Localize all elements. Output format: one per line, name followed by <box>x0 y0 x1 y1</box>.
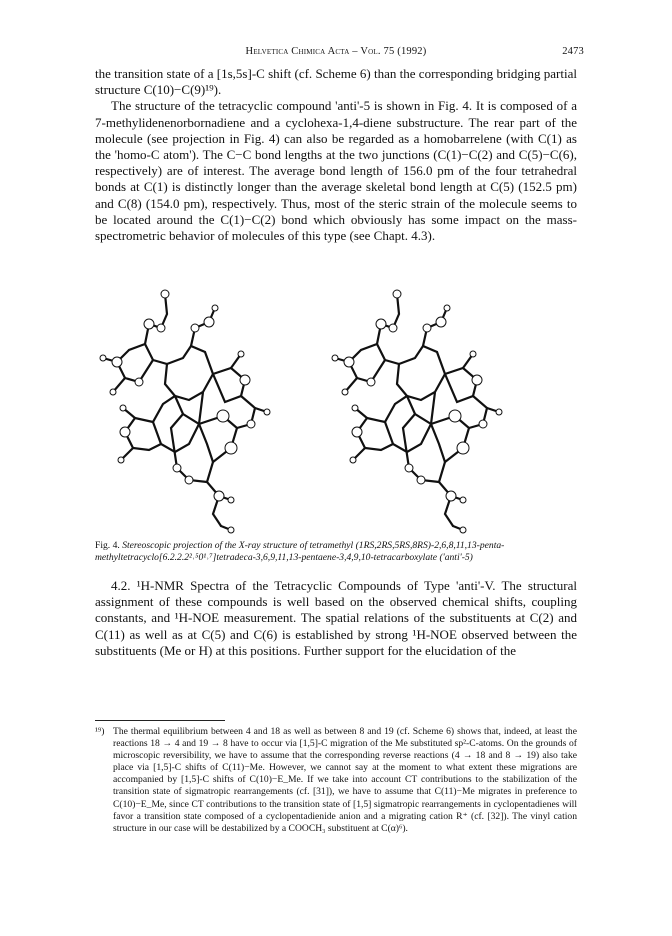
stereo-xray-figure <box>95 284 577 534</box>
section-4-2 <box>95 578 577 659</box>
stereo-structure-drawing <box>95 284 577 534</box>
footnote-text: The thermal equilibrium between 4 and 18 as well as between 8 and 19 (cf. Scheme 6) shows that, indeed, at least the reactions 18 → 4 and 19 → 8 have to occur via [1,5]-C migration of the Me substituted sp²-C-atoms. On the grounds of microscopic reversibility, we have to assume that the corresponding reverse reactions (4 → 18 and 8 → 19) also take place via [1,5]-C shifts of C(11)−Me. However, we cannot say at the moment to what extent these migrations are accompanied by [1,5]-C shifts of C(10)−E_Me. If we take into account CT contributions to the stabilization of the transition state of sigmatropic rearrangements (cf. [31]), we have to assume that C(11)−Me migrates in preference to C(10)−E_Me, since CT contributions to the transition state of [1,5] sigmatropic rearrangements in cyclopentadienes will favor a transition state composed of a cyclopentadienide anion and a migrating cation R⁺ (cf. [32]). The vinyl cation structure in our case will be destabilized by a COOCH₃ substituent at C(α)⁶). <box>113 726 577 834</box>
section-paragraph <box>95 578 577 659</box>
intro-text <box>95 66 577 244</box>
footnote-mark: ¹⁹) <box>95 726 105 737</box>
molecule-projection-left <box>100 290 270 533</box>
footnote-divider <box>95 720 225 721</box>
section-text: The structural assignment of these compounds is well based on the observed chemical shifts, coupling constants, and ¹H-NOE measurement. The spatial relations of the substituents at C(2) and C(11) as well as at C(5) and C(6) is established by strong ¹H-NOE observed between the substituents (Me or H) at this positions. Further support for the elucidation of the <box>95 578 577 658</box>
figure-caption <box>95 540 577 564</box>
page-number: 2473 <box>562 46 584 57</box>
section-heading: 4.2. ¹H-NMR Spectra of the Tetracyclic Compounds of Type 'anti'-V. <box>111 578 496 593</box>
journal-title: Helvetica Chimica Acta – Vol. 75 (1992) <box>245 46 427 57</box>
footnote-19 <box>95 726 577 835</box>
intro-paragraph-1: the transition state of a [1s,5s]-C shift (cf. Scheme 6) than the corresponding bridging partial structure C(10)−C(9)¹⁹). <box>95 66 577 98</box>
intro-paragraph-2: The structure of the tetracyclic compound 'anti'-5 is shown in Fig. 4. It is composed of a 7-methylidenenorbornadiene and a cyclohexa-1,4-diene substructure. The rear part of the molecule (see projection in Fig. 4) can also be regarded as a homobarrelene (with C(1) as the 'homo-C atom'). The C−C bond lengths at the two junctions (C(1)−C(2) and C(5)−C(6), respectively) are of interest. The average bond length of 156.0 pm of the four tetrahedral bonds at C(1) is distinctly longer than the average skeletal bond length at C(5) (152.5 pm) and C(8) (154.0 pm), respectively. Thus, most of the steric strain of the molecule seems to be located around the C(1)−C(2) bond which obviously has some impact on the mass-spectrometric behavior of molecules of this type (see Chapt. 4.3). <box>95 98 577 244</box>
caption-label: Fig. 4. <box>95 540 120 551</box>
caption-text: Stereoscopic projection of the X-ray structure of tetramethyl (1RS,2RS,5RS,8RS)-2,6,8,11,13-penta-methyltetracyclo[6.2.2.2²˒⁵0¹˒⁷]tetradeca-3,6,9,11,13-pentaene-3,4,9,10-tetracarboxylate ('anti'-5) <box>95 540 505 564</box>
molecule-projection-right <box>332 290 502 533</box>
